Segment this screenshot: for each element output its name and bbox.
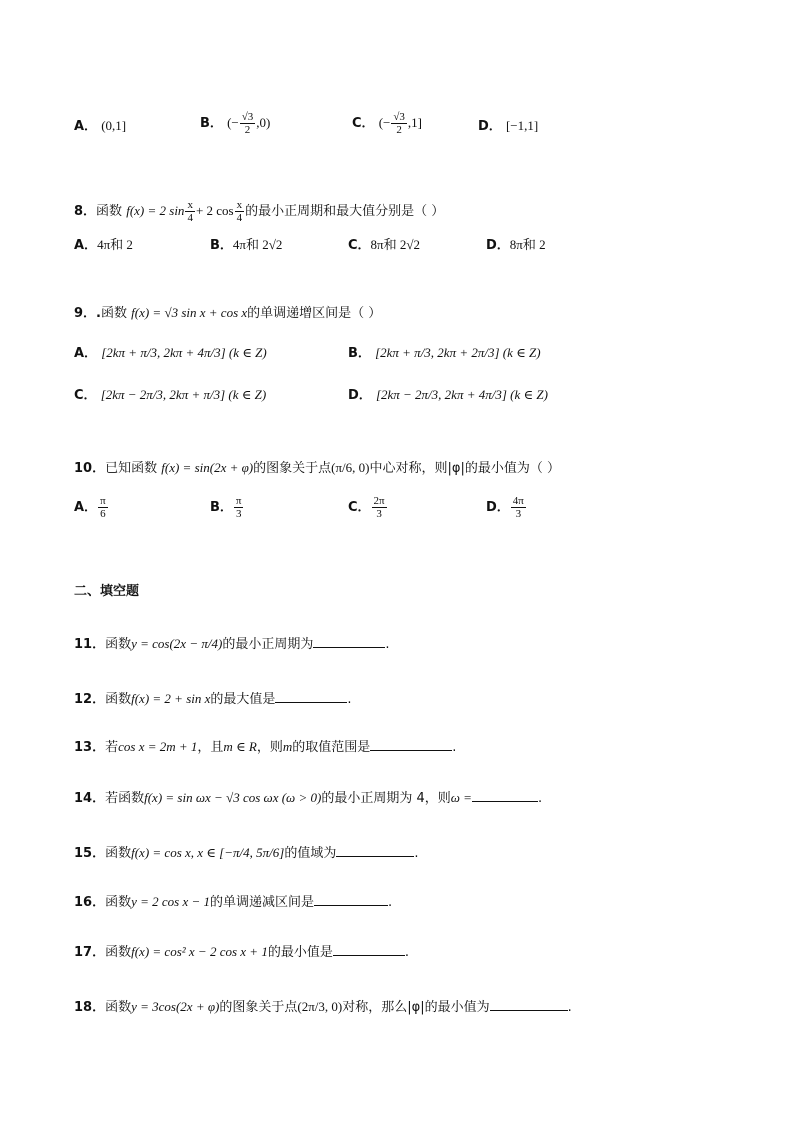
q10-option-d: D． $\frac{4\pi}{3}$ xyxy=(486,495,524,520)
q10-option-a: A． $\frac{\pi}{6}$ xyxy=(74,495,106,520)
q13-answer-blank[interactable] xyxy=(370,736,452,751)
section-title-fill-in: 二、填空题 xyxy=(74,584,140,599)
q10-option-c: C． $\frac{2\pi}{3}$ xyxy=(348,495,385,520)
q9-option-c: C． [2kπ − 2π/3, 2kπ + π/3] (k ∈ Z) xyxy=(74,387,267,403)
q12-answer-blank[interactable] xyxy=(275,688,347,703)
q11: 11．函数y = cos(2x − π/4)的最小正周期为 . xyxy=(74,633,389,654)
q18: 18．函数y = 3cos(2x + φ)的图象关于点(2π/3, 0)对称，那么|φ|的最小值为 . xyxy=(74,996,572,1017)
q14-answer-blank[interactable] xyxy=(472,787,538,802)
q8-stem: 8．函数 f(x) = 2 sin $\frac{x}{4}$ + 2 cos $\frac{x}{4}$ 的最小正周期和最大值分别是（ ） xyxy=(74,199,445,224)
q7-option-a-text: (0,1] xyxy=(101,118,127,133)
q15-answer-blank[interactable] xyxy=(336,842,414,857)
q7-option-d-text: [−1,1] xyxy=(505,118,539,133)
q18-answer-blank[interactable] xyxy=(490,996,568,1011)
q13: 13．若cos x = 2m + 1，且m ∈ R，则m的取值范围是 . xyxy=(74,736,456,757)
q9-option-a: A． [2kπ + π/3, 2kπ + 4π/3] (k ∈ Z) xyxy=(74,345,267,361)
q8-option-b: B．4π和 2√2 xyxy=(210,237,283,253)
q14: 14．若函数f(x) = sin ωx − √3 cos ωx (ω > 0)的最小正周期为 4，则ω = . xyxy=(74,787,542,808)
q8-option-c: C．8π和 2√2 xyxy=(348,237,420,253)
q16: 16．函数y = 2 cos x − 1的单调递减区间是 . xyxy=(74,891,392,912)
q16-answer-blank[interactable] xyxy=(314,891,388,906)
q8-option-d: D．8π和 2 xyxy=(486,237,546,253)
q7-option-c: C． (− $\frac{√3}{2}$ ,1] xyxy=(352,111,422,136)
q10-stem: 10．已知函数 f(x) = sin(2x + φ)的图象关于点(π/6, 0)中心对称，则|φ|的最小值为（ ） xyxy=(74,460,560,476)
q17-answer-blank[interactable] xyxy=(333,941,405,956)
q9-stem: 9．.函数 f(x) = √3 sin x + cos x的单调递增区间是（ ） xyxy=(74,305,382,321)
q7-option-d: D． [−1,1] xyxy=(478,118,539,134)
q10-option-b: B． $\frac{\pi}{3}$ xyxy=(210,495,242,520)
q8-option-a: A．4π和 2 xyxy=(74,237,133,253)
q7-option-a: A． (0,1] xyxy=(74,118,127,134)
q17: 17．函数f(x) = cos² x − 2 cos x + 1的最小值是 . xyxy=(74,941,409,962)
q15: 15．函数f(x) = cos x, x ∈ [−π/4, 5π/6]的值域为 . xyxy=(74,842,418,863)
q7-option-b: B． (− $\frac{√3}{2}$ ,0) xyxy=(200,111,271,136)
q9-option-d: D． [2kπ − 2π/3, 2kπ + 4π/3] (k ∈ Z) xyxy=(348,387,548,403)
q11-answer-blank[interactable] xyxy=(313,633,385,648)
q9-option-b: B． [2kπ + π/3, 2kπ + 2π/3] (k ∈ Z) xyxy=(348,345,541,361)
q12: 12．函数f(x) = 2 + sin x的最大值是 . xyxy=(74,688,352,709)
